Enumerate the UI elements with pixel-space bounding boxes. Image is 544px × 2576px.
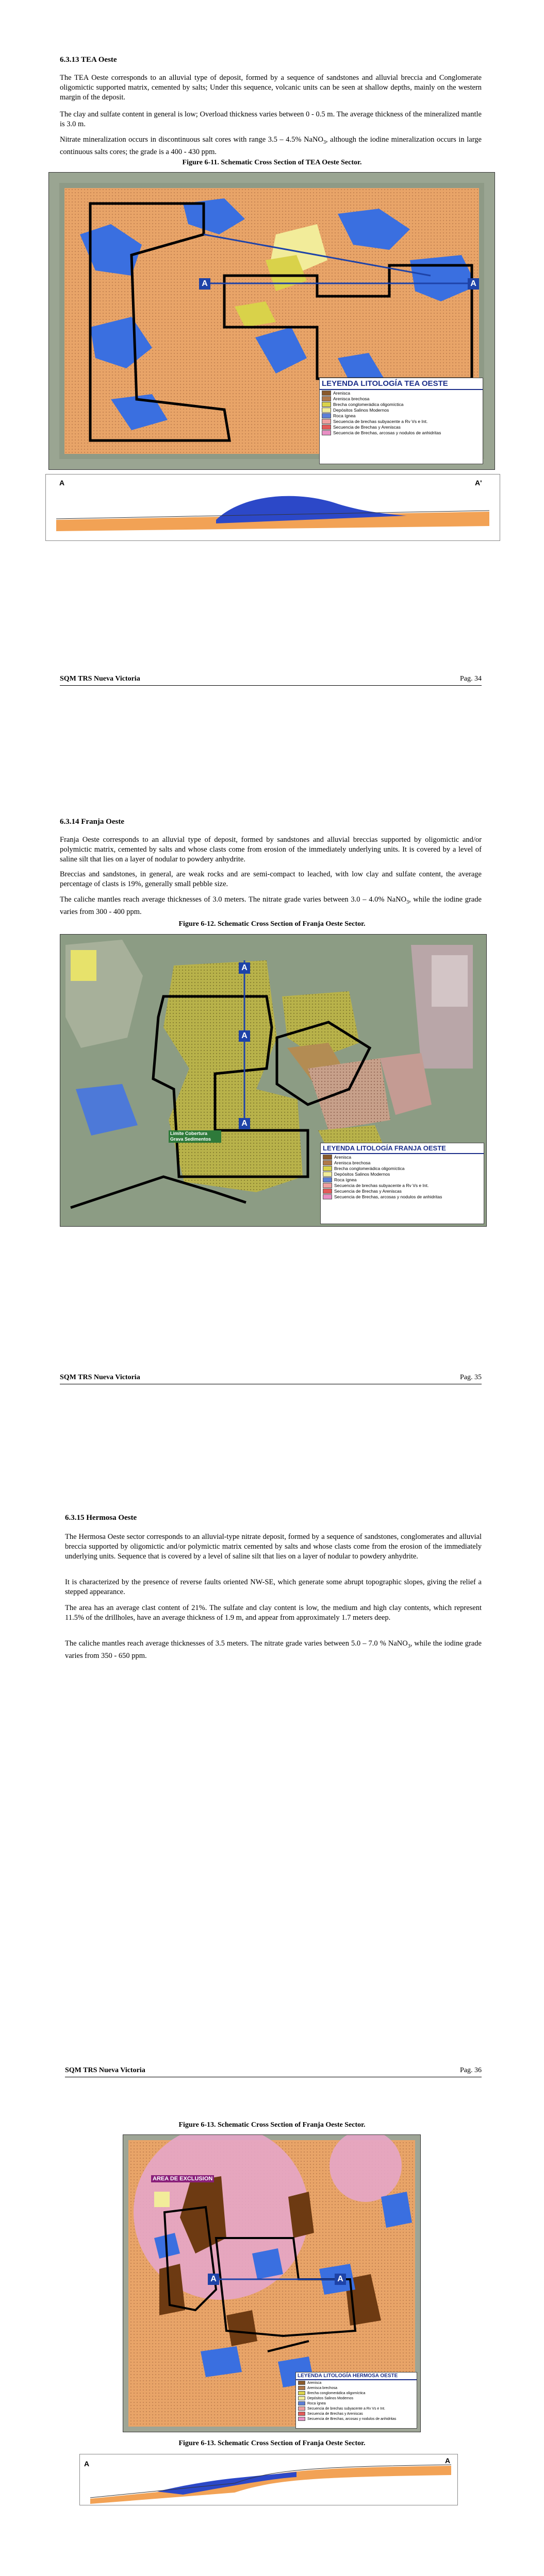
geology-map: [60, 934, 487, 1227]
profile-label-a: A: [59, 479, 65, 487]
section-title: 6.3.13 TEA Oeste: [60, 56, 117, 64]
section-marker-a-prime: A: [468, 278, 479, 290]
profile-label-a-prime: A': [475, 479, 482, 487]
coverage-limit-label: Limite Cobertura Grava Sedimentos: [169, 1130, 221, 1143]
paragraph: The caliche mantles reach average thicknesses of 3.0 meters. The nitrate grade varies between 3.0 – 4.0% NaNO$_3$, while the iodine grade varies from 300 - 400 ppm.: [60, 895, 482, 916]
figure-caption: Figure 6-11. Schematic Cross Section of TEA Oeste Sector.: [182, 159, 362, 166]
legend-item: Arenisca: [320, 390, 483, 396]
legend-item: Brecha conglomerádica oligomíctica: [296, 2391, 417, 2396]
page-34: [0, 0, 544, 703]
section-marker-a: A: [239, 1118, 250, 1129]
paragraph: The Hermosa Oeste sector corresponds to an alluvial-type nitrate deposit, formed by a sequence of sandstones, conglomerates and alluvial breccia supported by oligomictic and/or polymictic matrix cemented by salts and whose clasts come from the erosion of the immediately underlying units. Sequence that is covered by a level of saline silt that lies on a layer of nodular to powdery anhydrite.: [65, 1533, 482, 1561]
legend-item: Arenisca: [296, 2380, 417, 2385]
map-legend: [320, 1143, 484, 1224]
paragraph: The TEA Oeste corresponds to an alluvial type of deposit, formed by a sequence of sandstones and alluvial breccia and Conglomerate oligomictic supported matrix, cemented by salts; Under this sequence, volcanic units can be seen at shallow depths, mainly on the western margin of the deposit.: [60, 74, 482, 101]
section-marker-a: A: [208, 2274, 219, 2285]
cross-section-profile: [79, 2454, 458, 2505]
section-title: 6.3.15 Hermosa Oeste: [65, 1514, 137, 1522]
legend-item: Depósitos Salinos Modernos: [321, 1171, 484, 1177]
legend-item: Secuencia de Brechas, arcosas y nodulos de anhidritas: [320, 430, 483, 435]
exclusion-area-label: AREA DE EXCLUSION: [151, 2175, 214, 2182]
section-marker-a: A: [239, 962, 250, 974]
legend-item: Secuencia de brechas subyacente a Rv Vs e Int.: [321, 1182, 484, 1188]
legend-item: Depósitos Salinos Modernos: [296, 2396, 417, 2401]
figure-caption: Figure 6-13. Schematic Cross Section of Franja Oeste Sector.: [178, 2439, 366, 2447]
legend-item: Secuencia de Brechas y Areniscas: [320, 424, 483, 430]
map-legend: [319, 378, 483, 464]
legend-item: Secuencia de Brechas y Areniscas: [321, 1188, 484, 1194]
paragraph: It is characterized by the presence of reverse faults oriented NW-SE, which generate some abrupt topographic slopes, giving the relief a stepped appearance.: [65, 1578, 482, 1596]
legend-title: LEYENDA LITOLOGÍA FRANJA OESTE: [321, 1143, 484, 1154]
paragraph: The area has an average clast content of 21%. The sulfate and clay content is low, the medium and high clay contents, which represent 11.5% of the drillholes, have an average thickness of 1.9 m, and appear from approximately 1.7 meters deep.: [65, 1604, 482, 1622]
paragraph: Breccias and sandstones, in general, are weak rocks and are semi-compact to leached, with low clay and sulfate content, the average percentage of clasts is 19%, generally small pebble size.: [60, 870, 482, 888]
page-37: [0, 2110, 544, 2576]
legend-item: Arenisca brechosa: [296, 2385, 417, 2391]
legend-item: Secuencia de brechas subyacente a Rv Vs e Int.: [296, 2406, 417, 2411]
legend-item: Arenisca: [321, 1154, 484, 1160]
legend-item: Roca ígnea: [296, 2401, 417, 2406]
paragraph: The clay and sulfate content in general is low; Overload thickness varies between 0 - 0.5 m. The average thickness of the mineralized mantle is 3.0 m.: [60, 110, 482, 128]
section-title: 6.3.14 Franja Oeste: [60, 818, 124, 826]
page-35: [0, 703, 544, 1406]
cross-section-profile: [45, 474, 500, 541]
page-footer: SQM TRS Nueva Victoria Pag. 34: [60, 675, 482, 686]
legend-item: Secuencia de brechas subyacente a Rv Vs e Int.: [320, 418, 483, 424]
legend-title: LEYENDA LITOLOGÍA HERMOSA OESTE: [296, 2372, 417, 2380]
legend-item: Arenisca brechosa: [321, 1160, 484, 1165]
figure-caption: Figure 6-13. Schematic Cross Section of Franja Oeste Sector.: [178, 2121, 366, 2129]
page-36: [0, 1406, 544, 2110]
paragraph: Nitrate mineralization occurs in discontinuous salt cores with range 3.5 – 4.5% NaNO$_3$, although the iodine mineralization occurs in large continuous salts cores; the grade is a 400 - 430 ppm.: [60, 135, 482, 156]
page-footer: SQM TRS Nueva Victoria Pag. 35: [60, 1374, 482, 1384]
legend-item: Secuencia de Brechas, arcosas y nodulos de anhidritas: [321, 1194, 484, 1199]
geology-map: [123, 2134, 421, 2432]
page-footer: SQM TRS Nueva Victoria Pag. 36: [65, 2066, 482, 2077]
legend-item: Roca ígnea: [320, 413, 483, 418]
section-marker-a: A: [199, 278, 210, 290]
section-marker-a: A: [335, 2274, 346, 2285]
legend-item: Secuencia de Brechas y Areniscas: [296, 2411, 417, 2416]
section-marker-a: A: [239, 1030, 250, 1042]
paragraph: The caliche mantles reach average thicknesses of 3.5 meters. The nitrate grade varies between 5.0 – 7.0 % NaNO$_3$, while the iodine grade varies from 350 - 650 ppm.: [65, 1639, 482, 1660]
map-legend: [295, 2372, 417, 2429]
legend-item: Roca ígnea: [321, 1177, 484, 1182]
profile-label-a: A: [445, 2456, 451, 2465]
figure-caption: Figure 6-12. Schematic Cross Section of Franja Oeste Sector.: [178, 920, 366, 928]
legend-title: LEYENDA LITOLOGÍA TEA OESTE: [320, 378, 483, 390]
legend-item: Brecha conglomerádica oligomíctica: [320, 401, 483, 407]
geology-map: [48, 172, 495, 470]
paragraph: Franja Oeste corresponds to an alluvial type of deposit, formed by sandstones and alluvial breccias supported by oligomictic and/or polymictic matrix, cemented by salts and whose clasts come from erosion of the immediately underlying units. It is covered by a level of saline silt that lies on a layer of nodular to powdery anhydrite.: [60, 836, 482, 863]
profile-label-a: A: [84, 2460, 90, 2468]
legend-item: Depósitos Salinos Modernos: [320, 407, 483, 413]
legend-item: Arenisca brechosa: [320, 396, 483, 401]
legend-item: Secuencia de Brechas, arcosas y nodulos de anhidritas: [296, 2416, 417, 2421]
legend-item: Brecha conglomerádica oligomíctica: [321, 1165, 484, 1171]
